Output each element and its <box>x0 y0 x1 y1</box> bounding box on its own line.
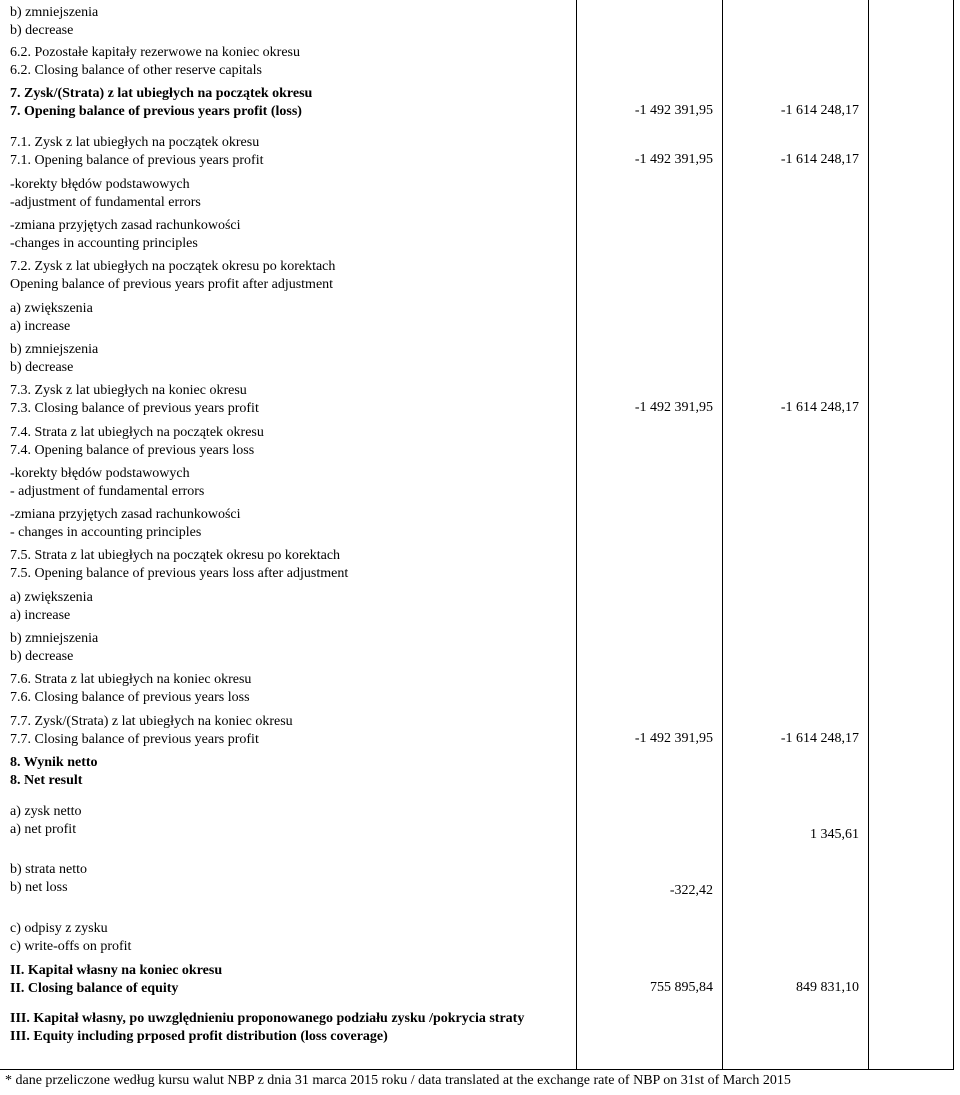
row-label-polish: 7.2. Zysk z lat ubiegłych na początek okresu po korektach <box>10 259 336 274</box>
row-label <box>10 134 570 170</box>
value-column-2: -1 614 248,17 <box>780 152 859 167</box>
row-label <box>10 861 570 897</box>
value-column-1: -1 492 391,95 <box>634 731 713 746</box>
row-label-english: 7.6. Closing balance of previous years loss <box>10 690 250 705</box>
row-label-english: b) decrease <box>10 23 74 38</box>
table-bottom-border <box>0 1069 954 1070</box>
row-label <box>10 962 570 998</box>
row-label <box>10 1010 570 1046</box>
row-label <box>10 547 570 583</box>
row-label <box>10 300 570 336</box>
row-label-english: b) net loss <box>10 880 68 895</box>
row-label-english: b) decrease <box>10 360 74 375</box>
row-label-polish: b) strata netto <box>10 862 87 877</box>
row-label-english: a) net profit <box>10 822 77 837</box>
row-label-english: 7.3. Closing balance of previous years profit <box>10 401 259 416</box>
value-column-1: -1 492 391,95 <box>634 103 713 118</box>
value-column-2: -1 614 248,17 <box>780 103 859 118</box>
value-column-2: -1 614 248,17 <box>780 400 859 415</box>
row-label-polish: 7.6. Strata z lat ubiegłych na koniec okresu <box>10 672 252 687</box>
row-label-english: 7. Opening balance of previous years profit (loss) <box>10 104 302 119</box>
row-label-polish: a) zwiększenia <box>10 301 93 316</box>
row-label-english: II. Closing balance of equity <box>10 981 179 996</box>
row-label-polish: -korekty błędów podstawowych <box>10 466 190 481</box>
row-label-polish: II. Kapitał własny na koniec okresu <box>10 963 223 978</box>
row-label <box>10 589 570 625</box>
row-label-polish: b) zmniejszenia <box>10 631 99 646</box>
row-label <box>10 506 570 542</box>
column-divider-middle <box>722 0 723 1070</box>
row-label-polish: -zmiana przyjętych zasad rachunkowości <box>10 218 241 233</box>
row-label <box>10 44 570 80</box>
row-label-english: - changes in accounting principles <box>10 525 202 540</box>
row-label-polish: 8. Wynik netto <box>10 755 98 770</box>
value-column-1: -1 492 391,95 <box>634 152 713 167</box>
row-label-english: b) decrease <box>10 649 74 664</box>
value-column-2: -1 614 248,17 <box>780 731 859 746</box>
row-label-english: -changes in accounting principles <box>10 236 198 251</box>
row-label <box>10 382 570 418</box>
row-label-polish: 7.4. Strata z lat ubiegłych na początek okresu <box>10 425 264 440</box>
row-label-polish: 7.5. Strata z lat ubiegłych na początek okresu po korektach <box>10 548 341 563</box>
row-label-polish: b) zmniejszenia <box>10 5 99 20</box>
value-column-2: 849 831,10 <box>796 980 859 995</box>
column-divider-left <box>576 0 577 1070</box>
row-label <box>10 630 570 666</box>
row-label-polish: a) zysk netto <box>10 804 82 819</box>
row-label-polish: a) zwiększenia <box>10 590 93 605</box>
row-label-polish: 7. Zysk/(Strata) z lat ubiegłych na początek okresu <box>10 86 313 101</box>
row-label-english: 8. Net result <box>10 773 83 788</box>
row-label-english: 6.2. Closing balance of other reserve capitals <box>10 63 262 78</box>
row-label-english: Opening balance of previous years profit after adjustment <box>10 277 334 292</box>
row-label-english: -adjustment of fundamental errors <box>10 195 201 210</box>
row-label-english: c) write-offs on profit <box>10 939 132 954</box>
row-label-english: 7.5. Opening balance of previous years loss after adjustment <box>10 566 349 581</box>
row-label-polish: -korekty błędów podstawowych <box>10 177 190 192</box>
row-label-english: a) increase <box>10 608 71 623</box>
row-label-polish: 7.1. Zysk z lat ubiegłych na początek okresu <box>10 135 260 150</box>
row-label-english: a) increase <box>10 319 71 334</box>
row-label <box>10 920 570 956</box>
row-label-english: 7.4. Opening balance of previous years loss <box>10 443 255 458</box>
row-label <box>10 217 570 253</box>
value-column-1: 755 895,84 <box>650 980 713 995</box>
row-label-english: - adjustment of fundamental errors <box>10 484 205 499</box>
row-label <box>10 341 570 377</box>
row-label <box>10 85 570 121</box>
row-label-polish: -zmiana przyjętych zasad rachunkowości <box>10 507 241 522</box>
row-label-english: III. Equity including prposed profit distribution (loss coverage) <box>10 1029 388 1044</box>
row-label <box>10 713 570 749</box>
row-label-polish: c) odpisy z zysku <box>10 921 108 936</box>
row-label <box>10 4 570 40</box>
value-column-1: -322,42 <box>669 883 713 898</box>
column-divider-right <box>868 0 869 1070</box>
row-label <box>10 176 570 212</box>
footnote: * dane przeliczone według kursu walut NBP z dnia 31 marca 2015 roku / data translated at the exchange rate of NBP on 31st of March 2015 <box>5 1073 791 1088</box>
row-label-polish: 7.7. Zysk/(Strata) z lat ubiegłych na koniec okresu <box>10 714 293 729</box>
row-label-polish: b) zmniejszenia <box>10 342 99 357</box>
row-label-english: 7.1. Opening balance of previous years profit <box>10 153 264 168</box>
row-label-polish: 6.2. Pozostałe kapitały rezerwowe na koniec okresu <box>10 45 301 60</box>
value-column-2: 1 345,61 <box>810 827 859 842</box>
row-label-polish: 7.3. Zysk z lat ubiegłych na koniec okresu <box>10 383 247 398</box>
row-label <box>10 754 570 790</box>
row-label <box>10 803 570 839</box>
row-label <box>10 671 570 707</box>
row-label <box>10 465 570 501</box>
row-label <box>10 424 570 460</box>
row-label-polish: III. Kapitał własny, po uwzględnieniu proponowanego podziału zysku /pokrycia straty <box>10 1011 525 1026</box>
row-label-english: 7.7. Closing balance of previous years profit <box>10 732 259 747</box>
row-label <box>10 258 570 294</box>
value-column-1: -1 492 391,95 <box>634 400 713 415</box>
table-border-right <box>953 0 954 1070</box>
